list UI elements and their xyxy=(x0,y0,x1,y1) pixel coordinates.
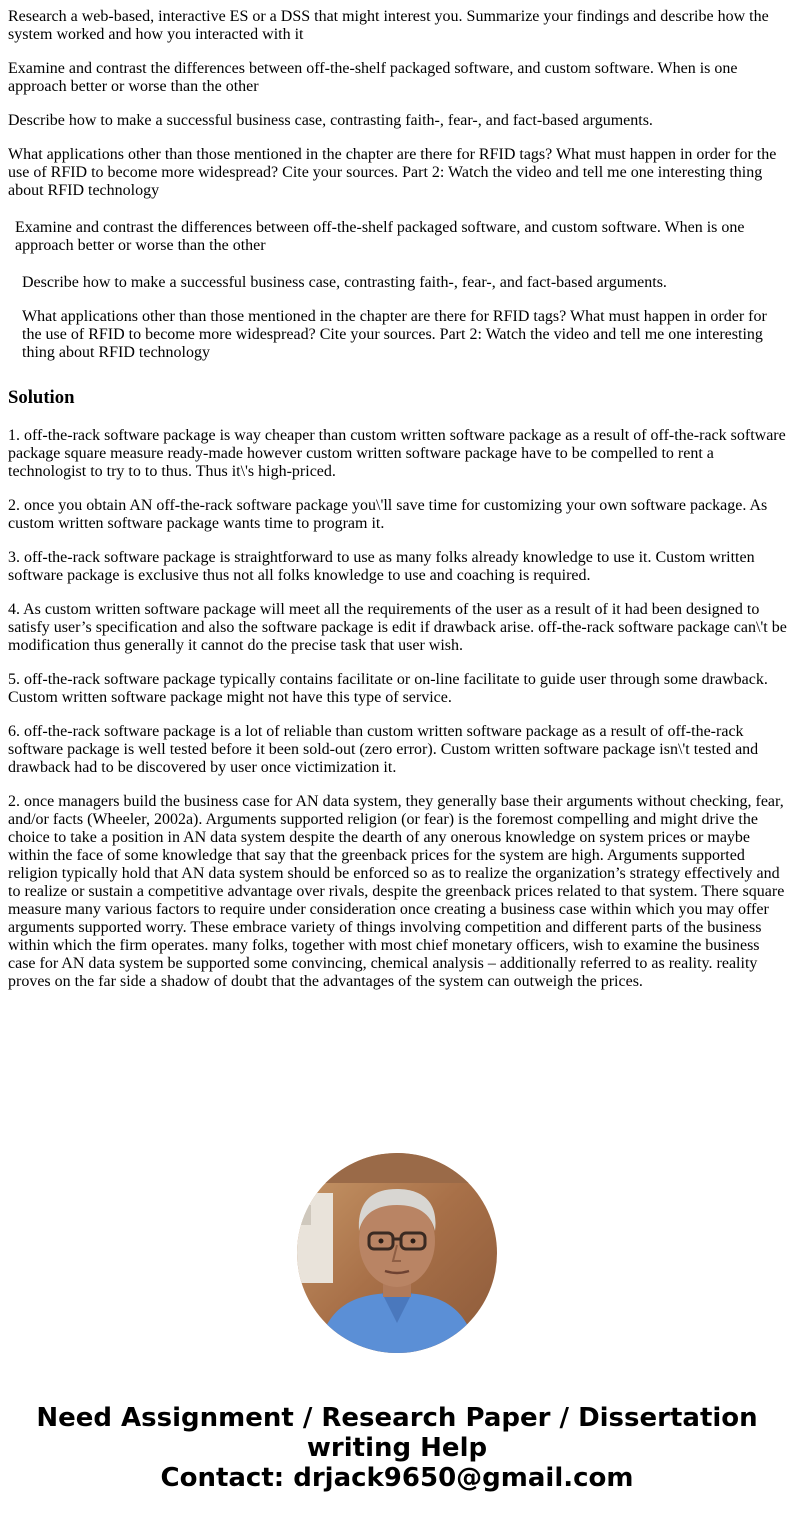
question-paragraph: What applications other than those mentioned in the chapter are there for RFID tags? What must happen in order for the use of RFID to become more widespread? Cite your sources. Part 2: Watch the video and tell me one interesting thing about RFID technology xyxy=(22,308,767,361)
question-paragraph: Examine and contrast the differences between off-the-shelf packaged software, and custom software. When is one approach better or worse than the other xyxy=(8,60,738,95)
question-paragraph: Describe how to make a successful business case, contrasting faith-, fear-, and fact-based arguments. xyxy=(22,274,667,291)
solution-paragraph: 2. once you obtain AN off-the-rack software package you\'ll save time for customizing your own software package. As custom written software package wants time to program it. xyxy=(8,497,768,532)
solution-paragraph: 5. off-the-rack software package typically contains facilitate or on-line facilitate to guide user through some drawback. Custom written software package might not have this type of service. xyxy=(8,671,768,706)
solution-paragraph: 6. off-the-rack software package is a lot of reliable than custom written software package as a result of off-the-rack software package is well tested before it been sold-out (zero error). Custom written software package isn\'t tested and drawback had to be discovered by user once victimization it. xyxy=(8,723,759,776)
contact-email: Contact: drjack9650@gmail.com xyxy=(160,1463,634,1493)
question-paragraph: Research a web-based, interactive ES or a DSS that might interest you. Summarize your findings and describe how the system worked and how you interacted with it xyxy=(8,8,769,43)
contact-banner xyxy=(0,1403,794,1493)
question-paragraph: Examine and contrast the differences between off-the-shelf packaged software, and custom software. When is one approach better or worse than the other xyxy=(15,219,745,254)
solution-paragraph: 1. off-the-rack software package is way cheaper than custom written software package as a result of off-the-rack software package square measure ready-made however custom written software package have to be compelled to rent a technologist to try to to thus. Thus it\'s high-priced. xyxy=(8,427,786,480)
solution-paragraph: 2. once managers build the business case for AN data system, they generally base their arguments without checking, fear, and/or facts (Wheeler, 2002a). Arguments supported religion (or fear) is the foremost compelling and might drive the choice to take a position in AN data system despite the dearth of any onerous knowledge on system prices or maybe within the face of some knowledge that say that the greenback prices for the system are high. Arguments supported religion typically hold that AN data system should be enforced so as to realize the organization’s strategy effectively and to realize or sustain a competitive advantage over rivals, despite the greenback prices related to that system. There square measure many various factors to require under consideration once creating a business case within which you may offer arguments supported worry. These embrace variety of things involving competition and different parts of the business within which the firm operates. many folks, together with most chief monetary officers, wish to examine the business case for AN data system be supported some convincing, chemical analysis – additionally referred to as reality. reality proves on the far side a shadow of doubt that the advantages of the system can outweigh the prices. xyxy=(8,793,785,990)
solution-paragraph: 4. As custom written software package will meet all the requirements of the user as a result of it had been designed to satisfy user’s specification and also the software package is edit if drawback arise. off-the-rack software package can\'t be modification thus generally it cannot do the precise task that user wish. xyxy=(8,601,787,654)
solution-paragraph: 3. off-the-rack software package is straightforward to use as many folks already knowledge to use it. Custom written software package is exclusive thus not all folks knowledge to use and coaching is required. xyxy=(8,549,755,584)
author-portrait-image xyxy=(297,1153,497,1353)
author-avatar xyxy=(297,1153,497,1353)
solution-heading: Solution xyxy=(8,387,75,408)
banner-line: Need Assignment / Research Paper / Dissertation xyxy=(36,1403,758,1433)
banner-line: writing Help xyxy=(306,1433,488,1463)
question-paragraph: What applications other than those mentioned in the chapter are there for RFID tags? What must happen in order for the use of RFID to become more widespread? Cite your sources. Part 2: Watch the video and tell me one interesting thing about RFID technology xyxy=(8,146,777,199)
question-paragraph: Describe how to make a successful business case, contrasting faith-, fear-, and fact-based arguments. xyxy=(8,112,653,129)
